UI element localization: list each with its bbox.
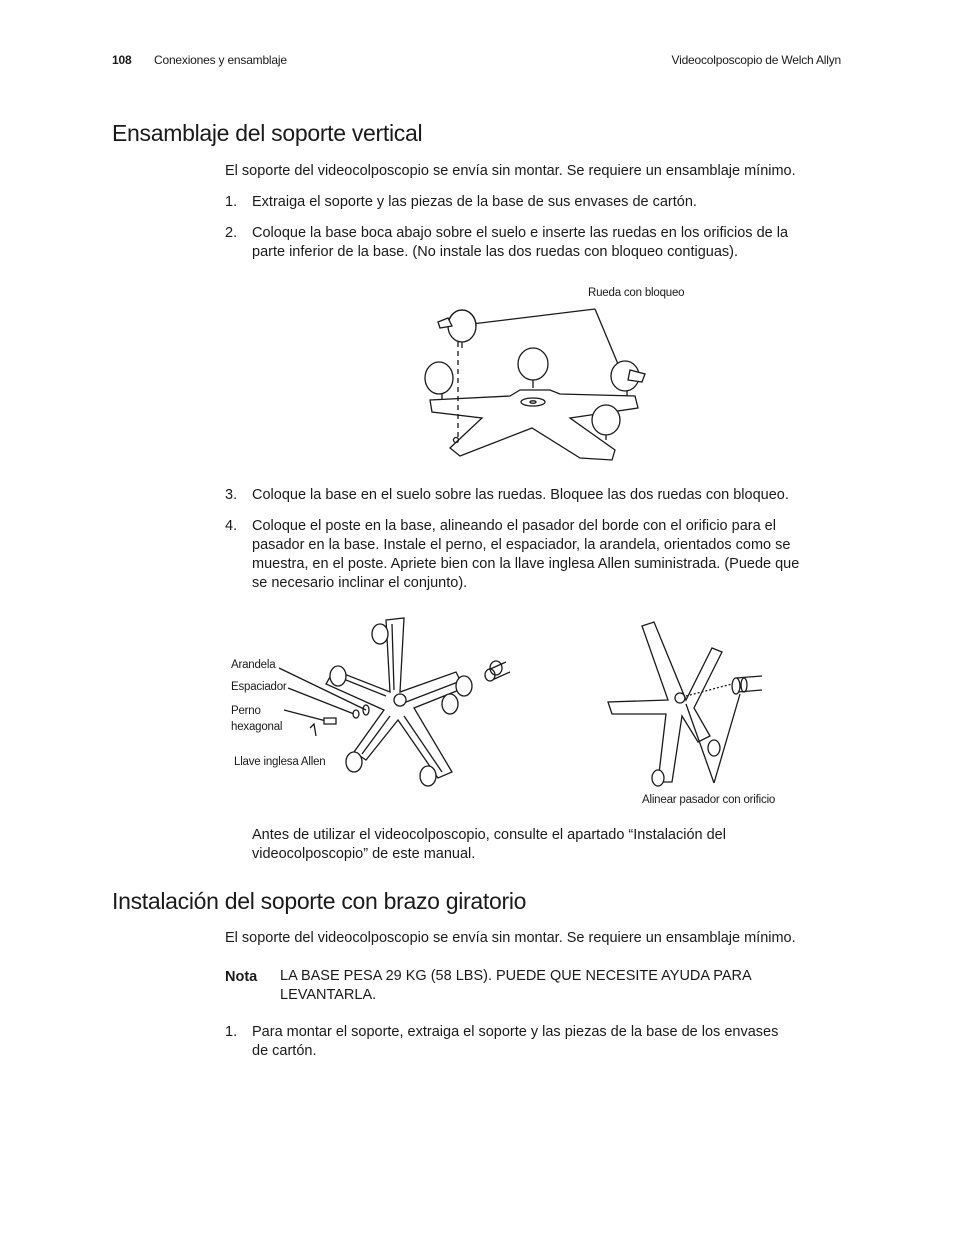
section-heading-vertical-stand: Ensamblaje del soporte vertical (112, 120, 423, 146)
locking-caster-label: Rueda con bloqueo (588, 287, 685, 299)
step-number: 4. (225, 518, 238, 534)
step-text: se necesario inclinar el conjunto). (252, 575, 468, 591)
note-text: LA BASE PESA 29 KG (58 LBS). PUEDE QUE NECESITE AYUDA PARA (280, 968, 752, 984)
step-number: 1. (225, 1024, 238, 1040)
allen-wrench-label: Llave inglesa Allen (234, 756, 326, 768)
closing-text: videocolposcopio” de este manual. (252, 846, 476, 862)
align-pin-label: Alinear pasador con orificio (642, 794, 776, 806)
bolt-assembly-illustration (276, 612, 526, 792)
base-casters-illustration (420, 290, 660, 470)
step-text: Extraiga el soporte y las piezas de la base de sus envases de cartón. (252, 194, 697, 210)
closing-text: Antes de utilizar el videocolposcopio, consulte el apartado “Instalación del (252, 827, 726, 843)
section1-intro: El soporte del videocolposcopio se envía sin montar. Se requiere un ensamblaje mínimo. (225, 163, 796, 179)
step-text: Coloque la base boca abajo sobre el suelo e inserte las ruedas en los orificios de la (252, 225, 789, 241)
bolt-label-line2: hexagonal (231, 721, 283, 733)
step-number: 1. (225, 194, 238, 210)
step-number: 3. (225, 487, 238, 503)
book-title: Videocolposcopio de Welch Allyn (671, 53, 841, 67)
step-text: muestra, en el poste. Apriete bien con la llave inglesa Allen suministrada. (Puede que (252, 556, 800, 572)
step-text: Coloque el poste en la base, alineando el pasador del borde con el orificio para el (252, 518, 776, 534)
step-number: 2. (225, 225, 238, 241)
step-text: pasador en la base. Instale el perno, el espaciador, la arandela, orientados como se (252, 537, 791, 553)
page-number: 108 (112, 53, 132, 67)
step-text: de cartón. (252, 1043, 317, 1059)
step-text: parte inferior de la base. (No instale las dos ruedas con bloqueo contiguas). (252, 244, 739, 260)
note-label: Nota (225, 969, 258, 985)
align-pin-illustration (602, 618, 772, 798)
washer-label: Arandela (231, 659, 276, 671)
chapter-title: Conexiones y ensamblaje (154, 53, 287, 67)
step-text: Coloque la base en el suelo sobre las ruedas. Bloquee las dos ruedas con bloqueo. (252, 487, 789, 503)
section-heading-swivel-arm-stand: Instalación del soporte con brazo giratorio (112, 888, 527, 914)
note-text: LEVANTARLA. (280, 987, 377, 1003)
step-text: Para montar el soporte, extraiga el soporte y las piezas de la base de los envases (252, 1024, 779, 1040)
spacer-label: Espaciador (231, 681, 287, 693)
section2-intro: El soporte del videocolposcopio se envía sin montar. Se requiere un ensamblaje mínimo. (225, 930, 796, 946)
bolt-label-line1: Perno (231, 705, 261, 717)
